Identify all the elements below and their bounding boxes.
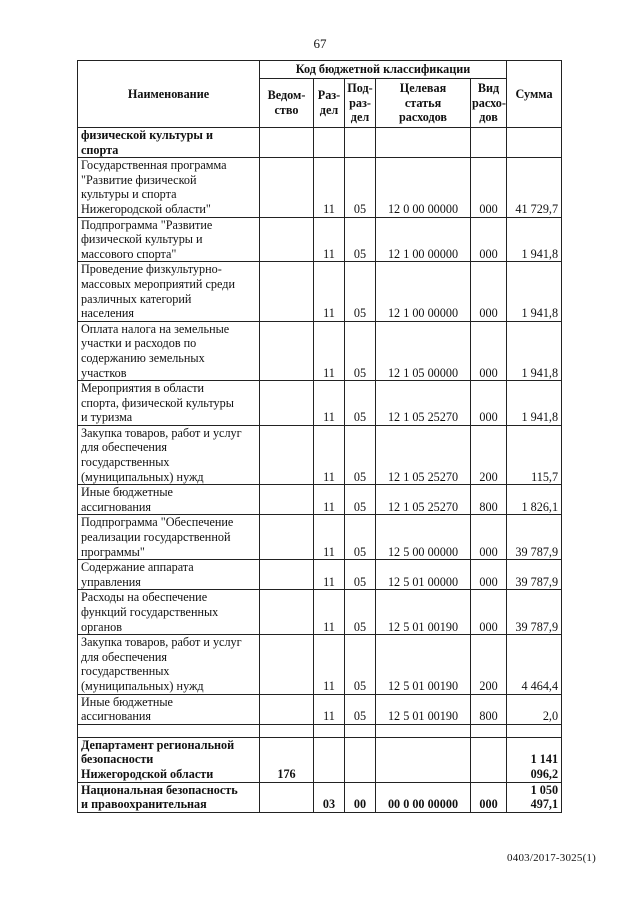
- table-row: [78, 217, 562, 262]
- table-row: [78, 737, 562, 782]
- table-row: [78, 158, 562, 217]
- row-celevaya: [376, 128, 471, 158]
- row-vedomstvo: [260, 217, 314, 262]
- row-sum: 1 941,8: [507, 217, 562, 262]
- row-podrazdel: 05: [345, 560, 376, 590]
- row-sum: 1 941,8: [507, 321, 562, 380]
- spacer-cell: [376, 724, 471, 737]
- row-vedomstvo: [260, 262, 314, 321]
- table-row: [78, 590, 562, 635]
- row-celevaya: 00 0 00 00000: [376, 782, 471, 812]
- row-celevaya: [376, 737, 471, 782]
- row-vedomstvo: [260, 515, 314, 560]
- budget-table: [77, 60, 562, 813]
- row-sum: 39 787,9: [507, 560, 562, 590]
- row-name: физической культуры и спорта: [78, 128, 260, 158]
- row-podrazdel: 05: [345, 158, 376, 217]
- row-podrazdel: [345, 128, 376, 158]
- row-celevaya: 12 1 05 25270: [376, 425, 471, 484]
- table-row: [78, 782, 562, 812]
- table-row: [78, 635, 562, 694]
- row-name: Мероприятия в области спорта, физической культуры и туризма: [78, 381, 260, 426]
- row-vedomstvo: [260, 485, 314, 515]
- table-row: [78, 128, 562, 158]
- row-razdel: 11: [314, 485, 345, 515]
- row-razdel: [314, 128, 345, 158]
- row-podrazdel: 05: [345, 485, 376, 515]
- footer-document-code: 0403/2017-3025(1): [507, 852, 596, 864]
- row-vid: 800: [471, 485, 507, 515]
- row-name: Иные бюджетные ассигнования: [78, 694, 260, 724]
- row-name: Подпрограмма "Обеспечение реализации государственной программы": [78, 515, 260, 560]
- header-sum: Сумма: [507, 61, 562, 128]
- page-number: 67: [313, 36, 327, 51]
- table-row: [78, 560, 562, 590]
- row-sum: 1 050 497,1: [507, 782, 562, 812]
- header-name: Наименование: [78, 61, 260, 128]
- row-razdel: 11: [314, 560, 345, 590]
- row-podrazdel: 05: [345, 694, 376, 724]
- row-vedomstvo: [260, 425, 314, 484]
- spacer-cell: [471, 724, 507, 737]
- table-row: [78, 321, 562, 380]
- row-podrazdel: 05: [345, 381, 376, 426]
- header-podrazdel: Под- раз- дел: [345, 79, 376, 128]
- row-razdel: 11: [314, 694, 345, 724]
- row-sum: 4 464,4: [507, 635, 562, 694]
- header-vedomstvo: Ведом- ство: [260, 79, 314, 128]
- row-vid: 000: [471, 321, 507, 380]
- row-name: Подпрограмма "Развитие физической культуры и массового спорта": [78, 217, 260, 262]
- row-vedomstvo: [260, 560, 314, 590]
- spacer-cell: [345, 724, 376, 737]
- row-podrazdel: 05: [345, 321, 376, 380]
- row-vedomstvo: [260, 158, 314, 217]
- row-celevaya: 12 1 00 00000: [376, 262, 471, 321]
- row-celevaya: 12 1 00 00000: [376, 217, 471, 262]
- row-vid: 000: [471, 381, 507, 426]
- row-sum: 1 941,8: [507, 381, 562, 426]
- spacer-cell: [78, 724, 260, 737]
- header-celevaya: Целевая статья расходов: [376, 79, 471, 128]
- row-vid: 000: [471, 782, 507, 812]
- row-name: Закупка товаров, работ и услуг для обеспечения государственных (муниципальных) нужд: [78, 635, 260, 694]
- row-vid: 000: [471, 262, 507, 321]
- row-razdel: 11: [314, 381, 345, 426]
- row-sum: [507, 128, 562, 158]
- header-classification-group: Код бюджетной классификации: [260, 61, 507, 79]
- row-vedomstvo: [260, 694, 314, 724]
- header-vid: Вид расхо- дов: [471, 79, 507, 128]
- row-vid: 000: [471, 217, 507, 262]
- row-vid: [471, 737, 507, 782]
- row-sum: 1 141 096,2: [507, 737, 562, 782]
- row-name: Проведение физкультурно- массовых мероприятий среди различных категорий населения: [78, 262, 260, 321]
- row-vid: 000: [471, 158, 507, 217]
- table-row: [78, 694, 562, 724]
- row-podrazdel: 05: [345, 590, 376, 635]
- row-razdel: [314, 737, 345, 782]
- row-name: Содержание аппарата управления: [78, 560, 260, 590]
- row-razdel: 11: [314, 262, 345, 321]
- row-name: Расходы на обеспечение функций государственных органов: [78, 590, 260, 635]
- spacer-cell: [260, 724, 314, 737]
- row-vedomstvo: 176: [260, 737, 314, 782]
- row-vid: [471, 128, 507, 158]
- row-name: Национальная безопасность и правоохранительная: [78, 782, 260, 812]
- row-celevaya: 12 1 05 25270: [376, 381, 471, 426]
- spacer-row: [78, 724, 562, 737]
- row-vedomstvo: [260, 782, 314, 812]
- row-podrazdel: [345, 737, 376, 782]
- row-celevaya: 12 1 05 00000: [376, 321, 471, 380]
- row-vedomstvo: [260, 635, 314, 694]
- row-celevaya: 12 1 05 25270: [376, 485, 471, 515]
- row-podrazdel: 05: [345, 217, 376, 262]
- row-name: Департамент региональной безопасности Нижегородской области: [78, 737, 260, 782]
- row-razdel: 11: [314, 635, 345, 694]
- row-podrazdel: 00: [345, 782, 376, 812]
- row-podrazdel: 05: [345, 262, 376, 321]
- row-razdel: 11: [314, 425, 345, 484]
- row-name: Государственная программа "Развитие физической культуры и спорта Нижегородской области": [78, 158, 260, 217]
- row-name: Закупка товаров, работ и услуг для обеспечения государственных (муниципальных) нужд: [78, 425, 260, 484]
- table-row: [78, 262, 562, 321]
- row-celevaya: 12 0 00 00000: [376, 158, 471, 217]
- table-body: [78, 128, 562, 813]
- table-row: [78, 485, 562, 515]
- row-sum: 39 787,9: [507, 590, 562, 635]
- row-vid: 200: [471, 425, 507, 484]
- row-vedomstvo: [260, 381, 314, 426]
- header-razdel: Раз- дел: [314, 79, 345, 128]
- row-celevaya: 12 5 01 00190: [376, 694, 471, 724]
- row-name: Оплата налога на земельные участки и расходов по содержанию земельных участков: [78, 321, 260, 380]
- row-sum: 2,0: [507, 694, 562, 724]
- row-celevaya: 12 5 00 00000: [376, 515, 471, 560]
- row-sum: 39 787,9: [507, 515, 562, 560]
- row-name: Иные бюджетные ассигнования: [78, 485, 260, 515]
- row-sum: 1 826,1: [507, 485, 562, 515]
- row-vedomstvo: [260, 590, 314, 635]
- row-podrazdel: 05: [345, 425, 376, 484]
- row-vid: 000: [471, 560, 507, 590]
- row-vedomstvo: [260, 128, 314, 158]
- row-celevaya: 12 5 01 00190: [376, 635, 471, 694]
- row-podrazdel: 05: [345, 515, 376, 560]
- spacer-cell: [507, 724, 562, 737]
- row-vid: 200: [471, 635, 507, 694]
- row-razdel: 11: [314, 217, 345, 262]
- table-row: [78, 425, 562, 484]
- row-sum: 115,7: [507, 425, 562, 484]
- row-celevaya: 12 5 01 00000: [376, 560, 471, 590]
- row-razdel: 11: [314, 590, 345, 635]
- table-row: [78, 381, 562, 426]
- header-row-group: [78, 61, 562, 79]
- row-sum: 41 729,7: [507, 158, 562, 217]
- spacer-cell: [314, 724, 345, 737]
- row-vid: 800: [471, 694, 507, 724]
- row-razdel: 11: [314, 158, 345, 217]
- row-razdel: 03: [314, 782, 345, 812]
- row-podrazdel: 05: [345, 635, 376, 694]
- row-celevaya: 12 5 01 00190: [376, 590, 471, 635]
- row-sum: 1 941,8: [507, 262, 562, 321]
- table-row: [78, 515, 562, 560]
- row-vedomstvo: [260, 321, 314, 380]
- row-vid: 000: [471, 515, 507, 560]
- row-vid: 000: [471, 590, 507, 635]
- row-razdel: 11: [314, 515, 345, 560]
- row-razdel: 11: [314, 321, 345, 380]
